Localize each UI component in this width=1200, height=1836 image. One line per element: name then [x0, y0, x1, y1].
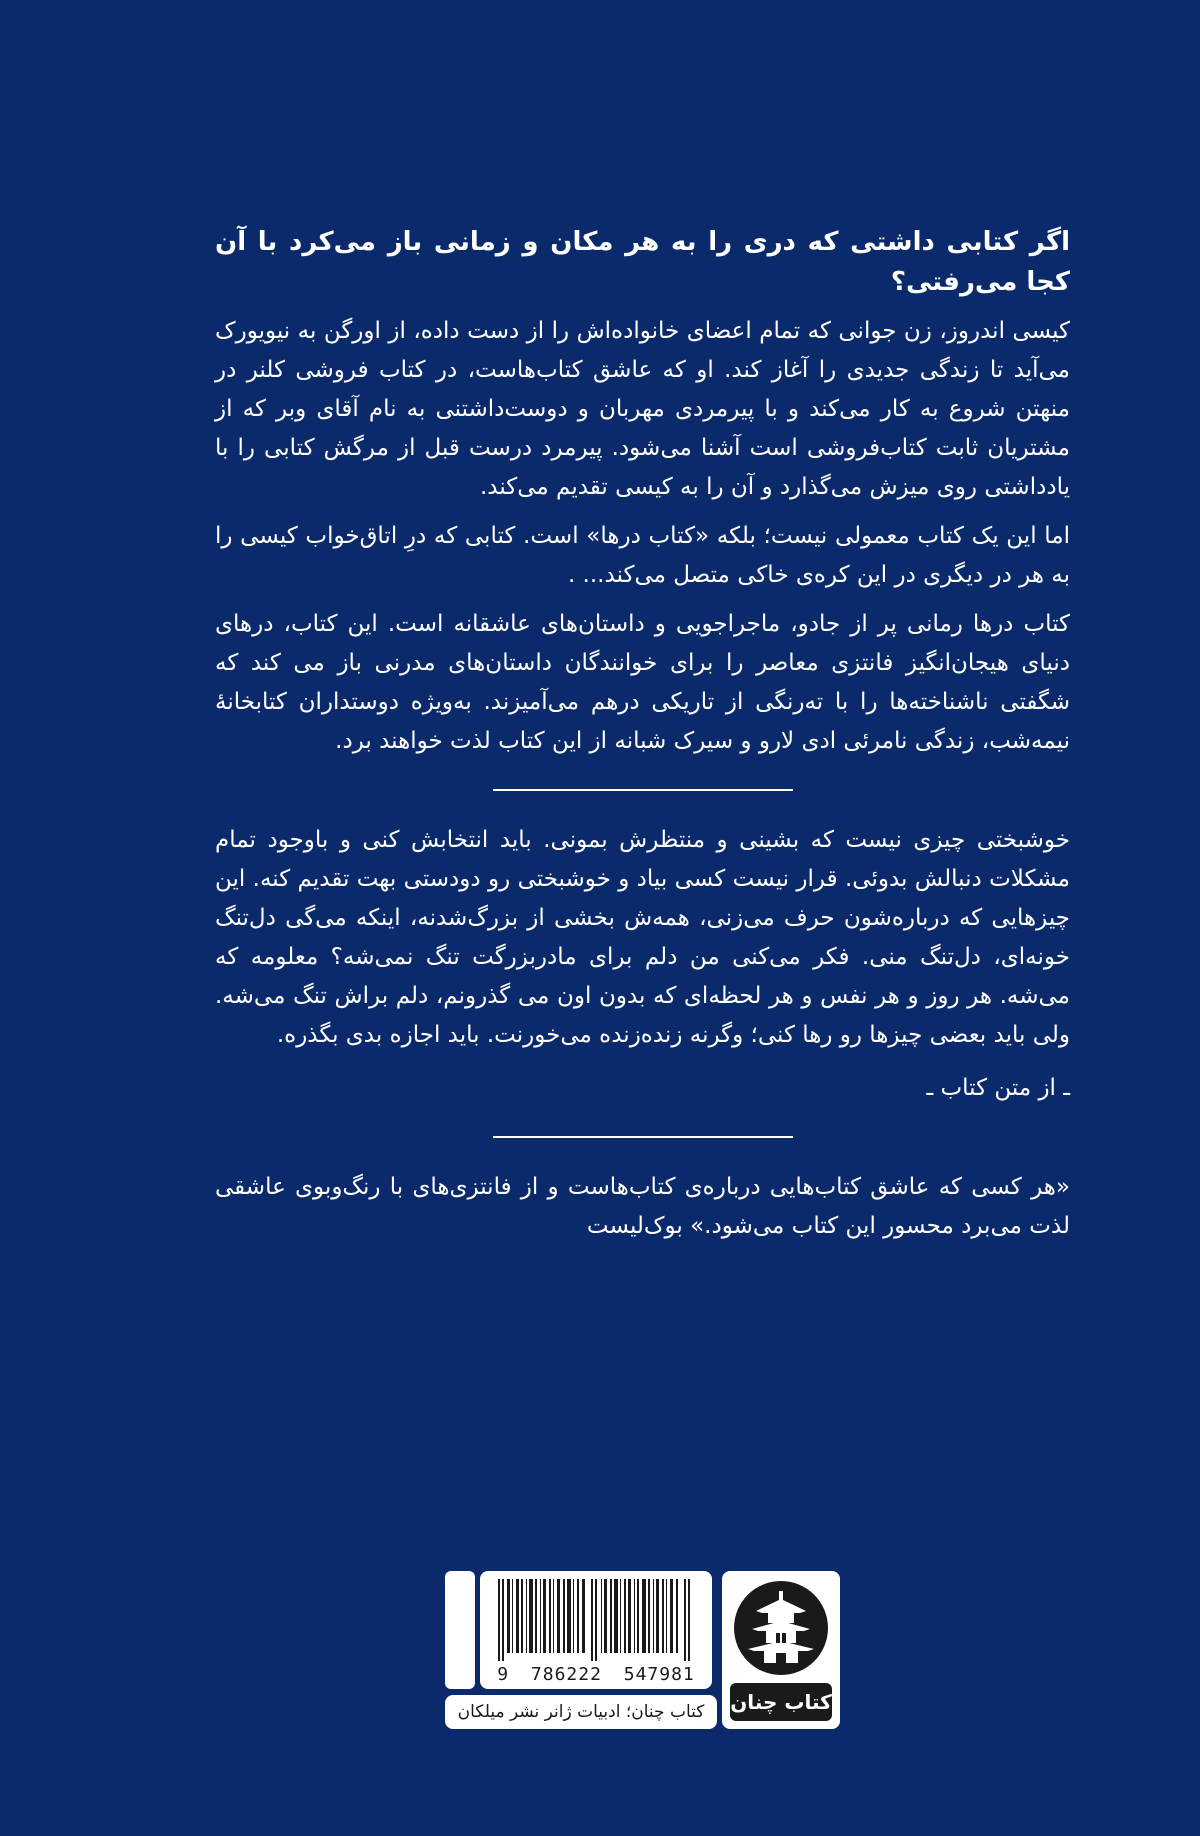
cover-footer	[445, 1571, 840, 1729]
spine-tab	[445, 1571, 475, 1689]
isbn-number: 9 786222 547981	[497, 1664, 695, 1685]
synopsis-paragraph-2: اما این یک کتاب معمولی نیست؛ بلکه «کتاب درها» است. کتابی که درِ اتاق‌خواب کیسی را به هر در دیگری در این کره‌ی خاکی متصل می‌کند... .	[215, 523, 1070, 588]
excerpt-source: ـ از متن کتاب ـ	[926, 1075, 1070, 1101]
pagoda-logo-icon	[734, 1581, 828, 1675]
review-quote: «هر کسی که عاشق کتاب‌هایی درباره‌ی کتاب‌هاست و از فانتزی‌های با رنگ‌وبوی عاشقی لذت می‌برد محسور این کتاب می‌شود.» بوک‌لیست	[215, 1174, 1070, 1239]
synopsis-paragraph-3: کتاب درها رمانی پر از جادو، ماجراجویی و داستان‌های عاشقانه است. این کتاب، درهای دنیای هیجان‌انگیز فانتزی معاصر را برای خوانندگان داستان‌های مدرنی باز می کند که شگفتی ناشناخته‌ها را با ته‌رنگی از تاریکی درهم می‌آمیزند. به‌ویژه دوستداران کتابخانهٔ نیمه‌شب، زندگی نامرئی ادی لارو و سیرک شبانه از این کتاب لذت خواهند برد.	[215, 611, 1070, 754]
publisher-logo	[722, 1571, 840, 1729]
book-excerpt: خوشبختی چیزی نیست که بشینی و منتظرش بمونی. باید انتخابش کنی و باوجود تمام مشکلات دنبالش بدوئی. قرار نیست کسی بیاد و خوشبختی رو دودستی بهت تقدیم کنه. این چیزهایی که درباره‌شون حرف می‌زنی، همه‌ش بخشی از بزرگ‌شدنه، اینکه می‌گی دل‌تنگ خونه‌ای، دل‌تنگ منی. فکر می‌کنی من دلم برای مادربزرگت تنگ نمی‌شه؟ معلومه که می‌شه. هر روز و هر نفس و هر لحظه‌ای که بدون اون می گذرونم، دلم براش تنگ می‌شه. ولی باید بعضی چیزها رو رها کنی؛ وگرنه زنده‌زنده می‌خورنت. باید اجازه بدی بگذره.	[215, 827, 1070, 1048]
barcode-icon	[498, 1579, 694, 1661]
back-cover-text	[215, 222, 1070, 1246]
publisher-line: کتاب چنان؛ ادبیات ژانر نشر میلکان	[445, 1695, 717, 1729]
divider-line-2	[493, 1136, 793, 1138]
synopsis-paragraph-1: کیسی اندروز، زن جوانی که تمام اعضای خانواده‌اش را از دست داده، از اورگن به نیویورک می‌آید تا زندگی جدیدی را آغاز کند. او که عاشق کتاب‌هاست، در کتاب فروشی کلنر در منهتن شروع به کار می‌کند و با پیرمردی مهربان و دوست‌داشتنی به نام آقای وبر که از مشتریان ثابت کتاب‌فروشی است آشنا می‌شود. پیرمرد درست قبل از مرگش کتابی را با یادداشتی روی میزش می‌گذارد و آن را به کیسی تقدیم می‌کند.	[215, 318, 1070, 500]
isbn-barcode	[480, 1571, 712, 1689]
headline-question: اگر کتابی داشتی که دری را به هر مکان و زمانی باز می‌کرد با آن کجا می‌رفتی؟	[215, 227, 1070, 297]
logo-label: کتاب چنان	[730, 1683, 832, 1721]
divider-line-1	[493, 789, 793, 791]
